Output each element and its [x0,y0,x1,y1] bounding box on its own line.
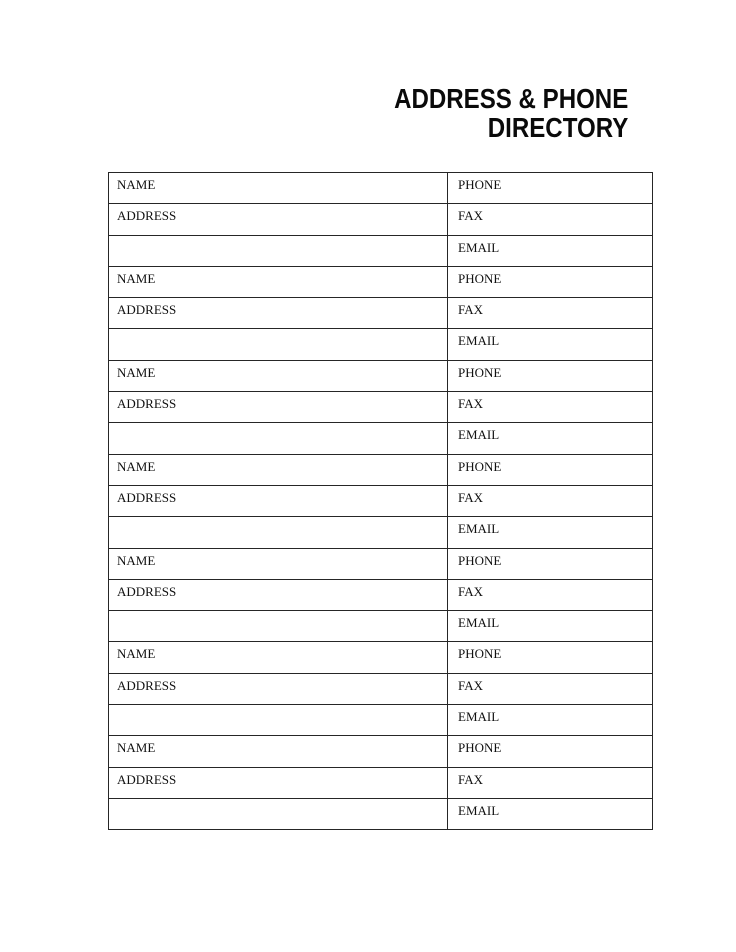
table-row [109,705,653,736]
fax-cell [448,579,653,610]
fax-label: FAX [458,208,484,224]
table-row [109,204,653,235]
fax-cell [448,298,653,329]
name-cell [109,266,448,297]
address-label: ADDRESS [117,771,177,787]
phone-cell [448,360,653,391]
name-cell [109,173,448,204]
address-label: ADDRESS [117,396,177,412]
name-cell [109,736,448,767]
table-row [109,329,653,360]
table-row [109,673,653,704]
email-label: EMAIL [458,521,500,537]
name-label: NAME [117,270,156,286]
phone-label: PHONE [458,364,502,380]
table-row [109,517,653,548]
table-row [109,485,653,516]
address-label: ADDRESS [117,489,177,505]
table-row [109,736,653,767]
phone-label: PHONE [458,177,502,192]
name-label: NAME [117,740,156,756]
phone-cell [448,454,653,485]
fax-label: FAX [458,302,484,318]
email-cell [448,798,653,829]
table-row [109,266,653,297]
name-cell [109,642,448,673]
address-label: ADDRESS [117,208,177,224]
fax-label: FAX [458,771,484,787]
email-cell [448,329,653,360]
phone-cell [448,266,653,297]
fax-label: FAX [458,396,484,412]
blank-cell [109,517,448,548]
email-label: EMAIL [458,427,500,443]
fax-cell [448,392,653,423]
fax-cell [448,485,653,516]
email-cell [448,705,653,736]
phone-label: PHONE [458,270,502,286]
address-label: ADDRESS [117,302,177,318]
address-cell [109,392,448,423]
table-row [109,423,653,454]
table-row [109,173,653,204]
name-label: NAME [117,646,156,662]
name-cell [109,454,448,485]
blank-cell [109,423,448,454]
table-row [109,360,653,391]
address-cell [109,673,448,704]
name-label: NAME [117,177,156,192]
phone-label: PHONE [458,740,502,756]
table-row [109,298,653,329]
address-cell [109,579,448,610]
phone-cell [448,642,653,673]
directory-table [108,172,653,830]
blank-cell [109,329,448,360]
phone-label: PHONE [458,552,502,568]
directory-body [109,173,653,830]
blank-cell [109,798,448,829]
title-line-1: ADDRESS & PHONE [393,83,628,114]
fax-label: FAX [458,583,484,599]
email-cell [448,235,653,266]
name-cell [109,360,448,391]
table-row [109,548,653,579]
blank-cell [109,705,448,736]
email-label: EMAIL [458,239,500,255]
email-label: EMAIL [458,709,500,725]
table-row [109,454,653,485]
name-cell [109,548,448,579]
phone-label: PHONE [458,458,502,474]
table-row [109,235,653,266]
address-cell [109,204,448,235]
phone-cell [448,736,653,767]
name-label: NAME [117,364,156,380]
table-row [109,611,653,642]
table-row [109,579,653,610]
phone-cell [448,548,653,579]
table-row [109,642,653,673]
table-row [109,798,653,829]
fax-label: FAX [458,489,484,505]
name-label: NAME [117,458,156,474]
email-cell [448,517,653,548]
phone-cell [448,173,653,204]
fax-cell [448,673,653,704]
fax-cell [448,204,653,235]
table-row [109,767,653,798]
address-cell [109,298,448,329]
email-cell [448,611,653,642]
fax-label: FAX [458,677,484,693]
email-label: EMAIL [458,333,500,349]
address-label: ADDRESS [117,583,177,599]
blank-cell [109,611,448,642]
address-label: ADDRESS [117,677,177,693]
email-label: EMAIL [458,615,500,631]
email-cell [448,423,653,454]
table-row [109,392,653,423]
email-label: EMAIL [458,802,500,818]
address-cell [109,767,448,798]
name-label: NAME [117,552,156,568]
fax-cell [448,767,653,798]
title-line-2: DIRECTORY [487,112,628,143]
blank-cell [109,235,448,266]
address-cell [109,485,448,516]
page-title [394,84,628,142]
phone-label: PHONE [458,646,502,662]
